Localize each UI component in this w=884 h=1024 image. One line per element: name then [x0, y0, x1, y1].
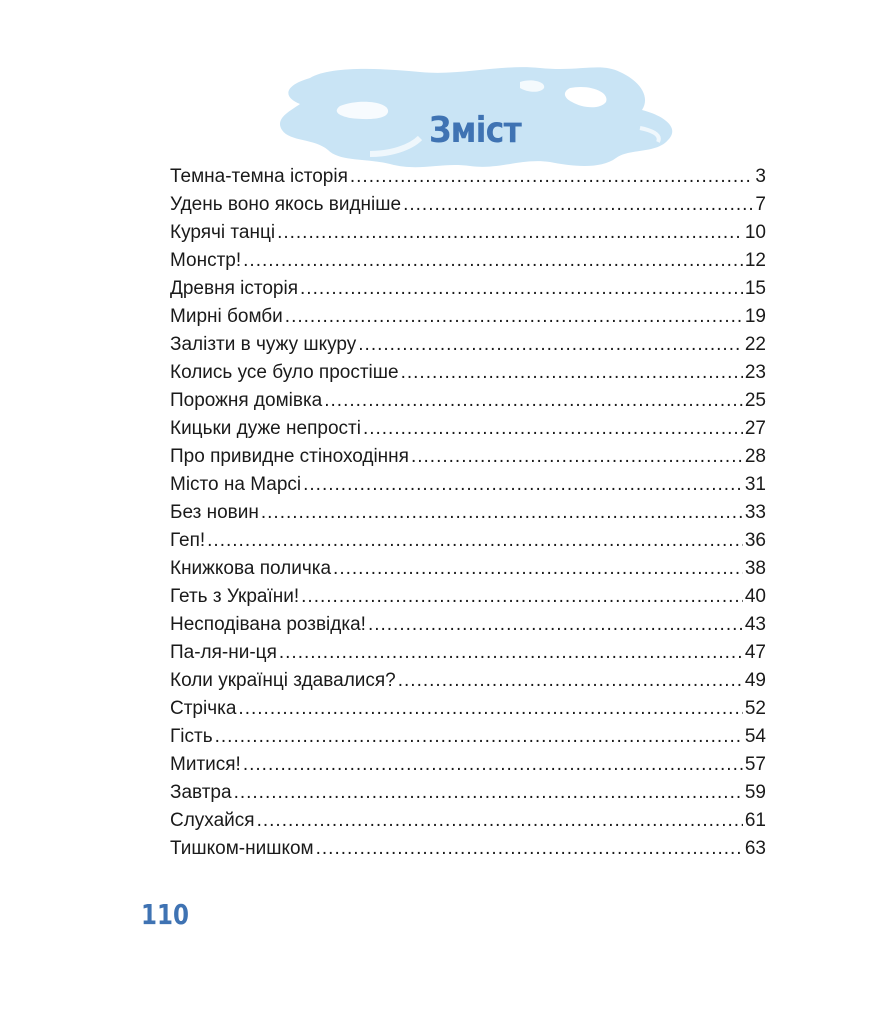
- toc-entry-page: 23: [744, 362, 766, 383]
- toc-leader-dots: [324, 387, 743, 415]
- toc-entry-page: 3: [755, 166, 766, 187]
- toc-entry-page: 57: [744, 754, 766, 775]
- toc-entry-title: Коли українці здавалися?: [170, 670, 396, 691]
- toc-entry[interactable]: [170, 695, 766, 723]
- page-number: 110: [141, 898, 189, 931]
- toc-leader-dots: [350, 163, 754, 191]
- toc-entry[interactable]: [170, 219, 766, 247]
- toc-entry-page: 36: [744, 530, 766, 551]
- toc-entry-title: Несподівана розвідка!: [170, 614, 366, 635]
- toc-entry[interactable]: [170, 583, 766, 611]
- toc-entry[interactable]: [170, 667, 766, 695]
- toc-leader-dots: [207, 527, 743, 555]
- toc-entry-page: 63: [744, 838, 766, 859]
- toc-leader-dots: [368, 611, 743, 639]
- toc-entry-page: 19: [744, 306, 766, 327]
- toc-entry-title: Без новин: [170, 502, 259, 523]
- page-title: Зміст: [428, 110, 521, 151]
- toc-entry-page: 25: [744, 390, 766, 411]
- toc-entry-page: 31: [744, 474, 766, 495]
- toc-entry[interactable]: [170, 331, 766, 359]
- toc-entry-title: Гість: [170, 726, 213, 747]
- toc-entry-title: Завтра: [170, 782, 232, 803]
- toc-entry[interactable]: [170, 471, 766, 499]
- toc-leader-dots: [398, 667, 743, 695]
- toc-entry-page: 10: [744, 222, 766, 243]
- toc-entry-title: Тишком-нишком: [170, 838, 314, 859]
- toc-entry[interactable]: [170, 415, 766, 443]
- toc-entry-page: 59: [744, 782, 766, 803]
- toc-leader-dots: [261, 499, 743, 527]
- toc-entry-title: Удень воно якось видніше: [170, 194, 402, 215]
- toc-entry-title: Кицьки дуже непрості: [170, 418, 361, 439]
- toc-entry[interactable]: [170, 723, 766, 751]
- toc-entry[interactable]: [170, 387, 766, 415]
- toc-leader-dots: [303, 471, 743, 499]
- toc-entry-title: Мирні бомби: [170, 306, 283, 327]
- toc-leader-dots: [358, 331, 743, 359]
- toc-entry[interactable]: [170, 303, 766, 331]
- toc-leader-dots: [238, 695, 742, 723]
- toc-entry-title: Монстр!: [170, 250, 242, 271]
- toc-leader-dots: [333, 555, 743, 583]
- toc-entry-title: Геп!: [170, 530, 206, 551]
- toc-entry[interactable]: [170, 163, 766, 191]
- toc-leader-dots: [257, 807, 743, 835]
- toc-entry-page: 43: [744, 614, 766, 635]
- toc-entry[interactable]: [170, 835, 766, 863]
- toc-entry-title: Стрічка: [170, 698, 237, 719]
- toc-entry-page: 47: [744, 642, 766, 663]
- toc-entry[interactable]: [170, 359, 766, 387]
- toc-leader-dots: [301, 583, 743, 611]
- toc-leader-dots: [215, 723, 743, 751]
- toc-entry[interactable]: [170, 611, 766, 639]
- toc-entry-title: Про привидне стіноходіння: [170, 446, 409, 467]
- toc-leader-dots: [363, 415, 743, 443]
- toc-entry-page: 28: [744, 446, 766, 467]
- toc-entry[interactable]: [170, 443, 766, 471]
- toc-entry[interactable]: [170, 499, 766, 527]
- toc-leader-dots: [316, 835, 743, 863]
- title-banner: [270, 58, 680, 178]
- toc-entry-page: 15: [744, 278, 766, 299]
- toc-entry[interactable]: [170, 555, 766, 583]
- toc-entry-page: 12: [744, 250, 766, 271]
- toc-entry-title: Древня історія: [170, 278, 299, 299]
- toc-entry-title: Курячі танці: [170, 222, 276, 243]
- toc-entry-title: Па-ля-ни-ця: [170, 642, 277, 663]
- toc-entry[interactable]: [170, 191, 766, 219]
- toc-entry-title: Геть з України!: [170, 586, 300, 607]
- toc-leader-dots: [279, 639, 743, 667]
- toc-entry-page: 52: [744, 698, 766, 719]
- toc-entry-page: 27: [744, 418, 766, 439]
- toc-leader-dots: [243, 247, 743, 275]
- toc-entry[interactable]: [170, 779, 766, 807]
- toc-entry-title: Порожня домівка: [170, 390, 323, 411]
- toc-entry-page: 38: [744, 558, 766, 579]
- toc-leader-dots: [401, 359, 743, 387]
- toc-entry-page: 61: [744, 810, 766, 831]
- toc-entry-title: Слухайся: [170, 810, 255, 831]
- toc-entry[interactable]: [170, 247, 766, 275]
- toc-leader-dots: [411, 443, 743, 471]
- toc-leader-dots: [403, 191, 753, 219]
- toc-entry-page: 22: [744, 334, 766, 355]
- toc-entry-title: Місто на Марсі: [170, 474, 302, 495]
- toc-leader-dots: [277, 219, 743, 247]
- toc-leader-dots: [285, 303, 743, 331]
- toc-leader-dots: [243, 751, 743, 779]
- toc-entry-page: 54: [744, 726, 766, 747]
- toc-entry[interactable]: [170, 275, 766, 303]
- toc-entry-title: Митися!: [170, 754, 241, 775]
- toc-entry[interactable]: [170, 527, 766, 555]
- toc-entry[interactable]: [170, 639, 766, 667]
- table-of-contents: [170, 163, 766, 863]
- toc-entry[interactable]: [170, 751, 766, 779]
- toc-entry-title: Залізти в чужу шкуру: [170, 334, 357, 355]
- toc-leader-dots: [234, 779, 743, 807]
- toc-entry-page: 33: [744, 502, 766, 523]
- toc-entry-title: Темна-темна історія: [170, 166, 348, 187]
- toc-entry-page: 40: [744, 586, 766, 607]
- toc-entry-page: 49: [744, 670, 766, 691]
- toc-entry-page: 7: [755, 194, 766, 215]
- toc-leader-dots: [300, 275, 743, 303]
- toc-entry-title: Колись усе було простіше: [170, 362, 399, 383]
- toc-entry[interactable]: [170, 807, 766, 835]
- toc-entry-title: Книжкова поличка: [170, 558, 332, 579]
